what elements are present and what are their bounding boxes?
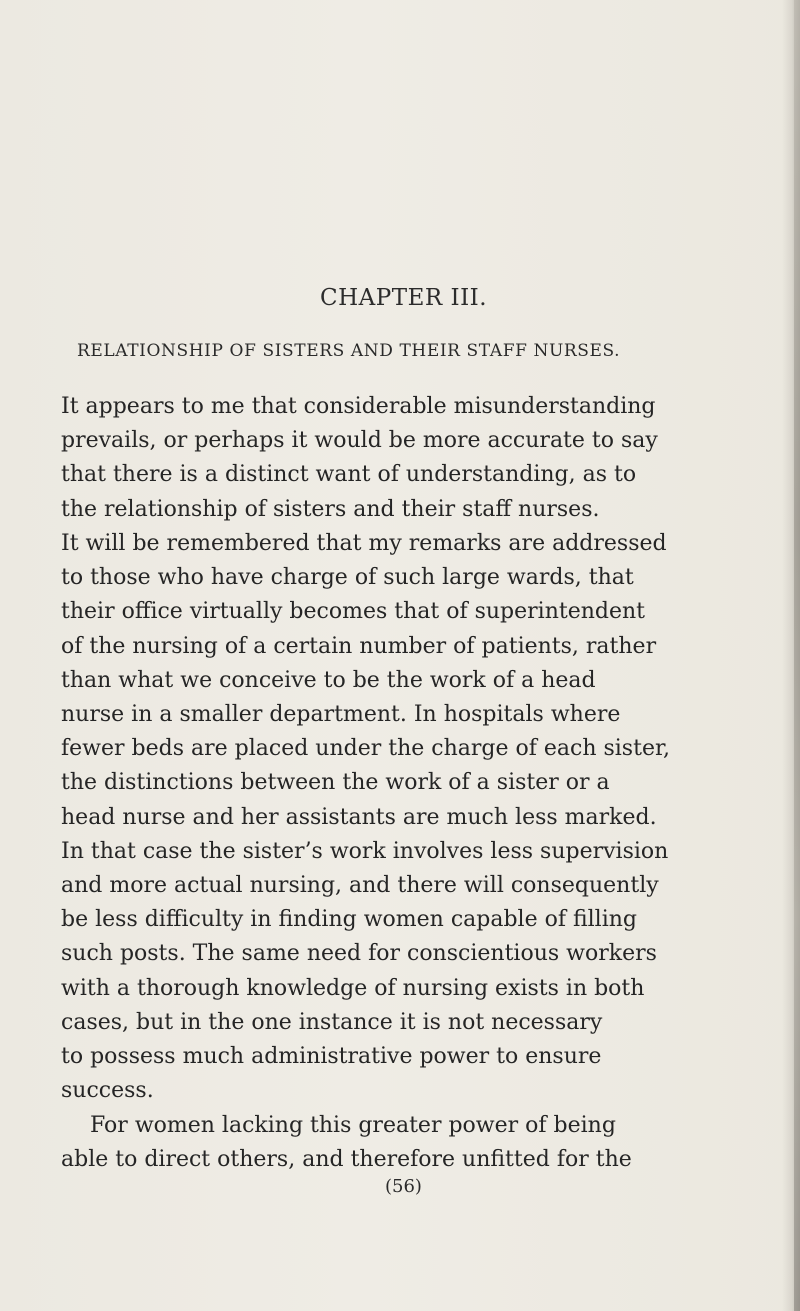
text-line: their office virtually becomes that of superintendent — [61, 599, 646, 624]
text-line: It appears to me that considerable misunderstanding — [61, 394, 656, 419]
page-number: (56) — [385, 1176, 422, 1197]
text-line: the relationship of sisters and their staff nurses. — [61, 497, 600, 522]
text-line: such posts. The same need for conscientious workers — [61, 941, 657, 966]
text-line: of the nursing of a certain number of patients, rather — [61, 634, 657, 659]
text-line: the distinctions between the work of a sister or a — [61, 770, 610, 795]
section-title: RELATIONSHIP OF SISTERS AND THEIR STAFF NURSES. — [77, 341, 621, 361]
text-line: In that case the sister’s work involves less supervision — [61, 839, 669, 864]
chapter-title: CHAPTER III. — [320, 285, 488, 311]
text-line: to possess much administrative power to ensure — [61, 1044, 602, 1069]
text-line: that there is a distinct want of understanding, as to — [61, 462, 637, 487]
text-line: For women lacking this greater power of being — [90, 1113, 616, 1138]
text-line: with a thorough knowledge of nursing exists in both — [61, 976, 645, 1001]
text-line: fewer beds are placed under the charge of each sister, — [61, 736, 671, 761]
text-line: It will be remembered that my remarks are addressed — [61, 531, 667, 556]
text-line: cases, but in the one instance it is not necessary — [61, 1010, 603, 1035]
text-line: be less difficulty in finding women capable of filling — [61, 907, 638, 932]
text-line: prevails, or perhaps it would be more accurate to say — [61, 428, 658, 453]
text-line: head nurse and her assistants are much less marked. — [61, 805, 657, 830]
text-line: than what we conceive to be the work of a head — [61, 668, 596, 693]
text-line: success. — [61, 1078, 154, 1103]
text-line: able to direct others, and therefore unfitted for the — [61, 1147, 632, 1172]
text-line: and more actual nursing, and there will consequently — [61, 873, 659, 898]
text-line: nurse in a smaller department. In hospitals where — [61, 702, 621, 727]
text-line: to those who have charge of such large wards, that — [61, 565, 634, 590]
